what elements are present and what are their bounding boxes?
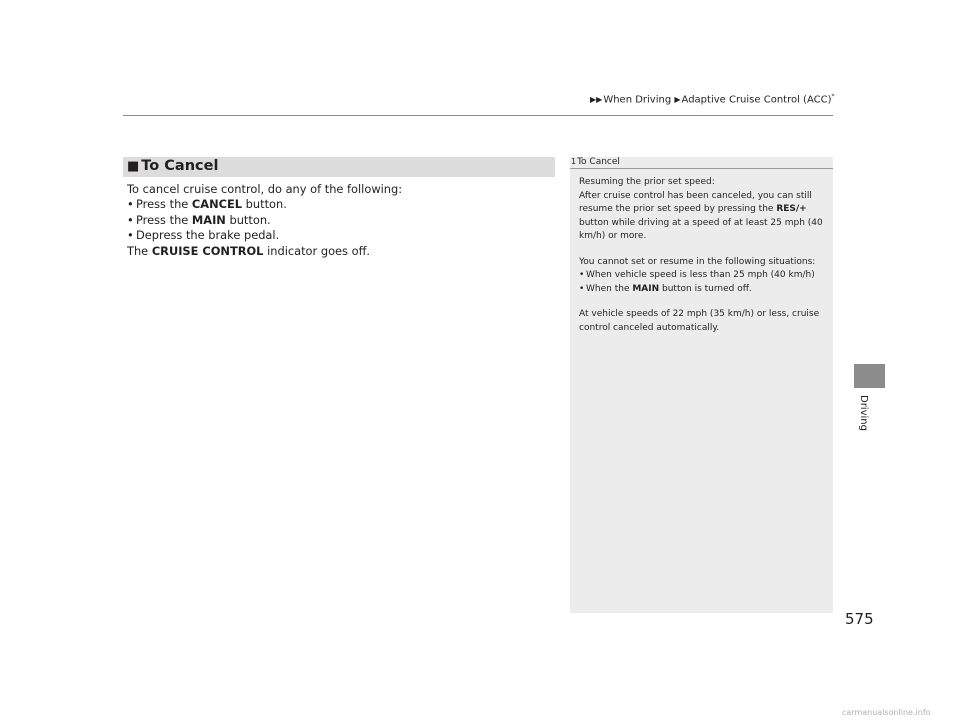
cancel-methods-list <box>127 197 547 243</box>
result-text: The CRUISE CONTROL indicator goes off. <box>127 243 371 258</box>
note-paragraph: After cruise control has been canceled, you can still resume the prior set speed by pressing the RES/+ button while driving at a speed of at least 25 mph (40 km/h) or more. <box>579 190 823 241</box>
chapter-tab-label: Driving <box>858 395 869 431</box>
note-marker-icon: 1 <box>571 157 577 166</box>
cancel-button-label: CANCEL <box>191 197 243 212</box>
chapter-tab[interactable] <box>854 364 885 388</box>
note-title-rule <box>570 168 833 169</box>
list-item: • When vehicle speed is less than 25 mph (40 km/h) <box>579 269 829 283</box>
breadcrumb-arrow-icon: ▶ <box>674 95 681 105</box>
res-button-label: RES/+ <box>776 204 807 214</box>
list-item: • When the MAIN button is turned off. <box>579 283 829 297</box>
main-button-label: MAIN <box>191 212 226 227</box>
breadcrumb-item-when-driving[interactable]: When Driving <box>603 94 672 106</box>
cruise-control-indicator-label: CRUISE CONTROL <box>151 243 264 258</box>
list-item: • Press the CANCEL button. <box>127 197 547 212</box>
note-subheading: Resuming the prior set speed: <box>579 177 715 187</box>
note-title <box>571 157 620 167</box>
note-title-text: To Cancel <box>577 157 620 167</box>
list-item: • Depress the brake pedal. <box>127 228 547 243</box>
note-paragraph: You cannot set or resume in the following situations: <box>579 256 816 267</box>
note-paragraph: At vehicle speeds of 22 mph (35 km/h) or less, cruise control canceled automatically. <box>579 309 820 333</box>
page-number: 575 <box>845 610 874 628</box>
section-square-icon: ■ <box>127 159 140 174</box>
main-button-label: MAIN <box>632 283 660 294</box>
section-title <box>127 158 218 174</box>
note-body <box>579 176 829 335</box>
header-rule <box>123 115 833 116</box>
breadcrumb-arrow-icon: ▶▶ <box>590 95 603 105</box>
watermark: carmanualsonline.info <box>842 708 931 717</box>
intro-text: To cancel cruise control, do any of the following: <box>127 182 403 196</box>
breadcrumb-asterisk: * <box>831 93 835 100</box>
section-body <box>127 182 547 259</box>
list-item: • Press the MAIN button. <box>127 213 547 228</box>
breadcrumb <box>590 93 834 105</box>
section-title-text: To Cancel <box>141 158 219 174</box>
breadcrumb-item-acc[interactable]: Adaptive Cruise Control (ACC) <box>681 94 832 106</box>
note-list <box>579 269 829 296</box>
